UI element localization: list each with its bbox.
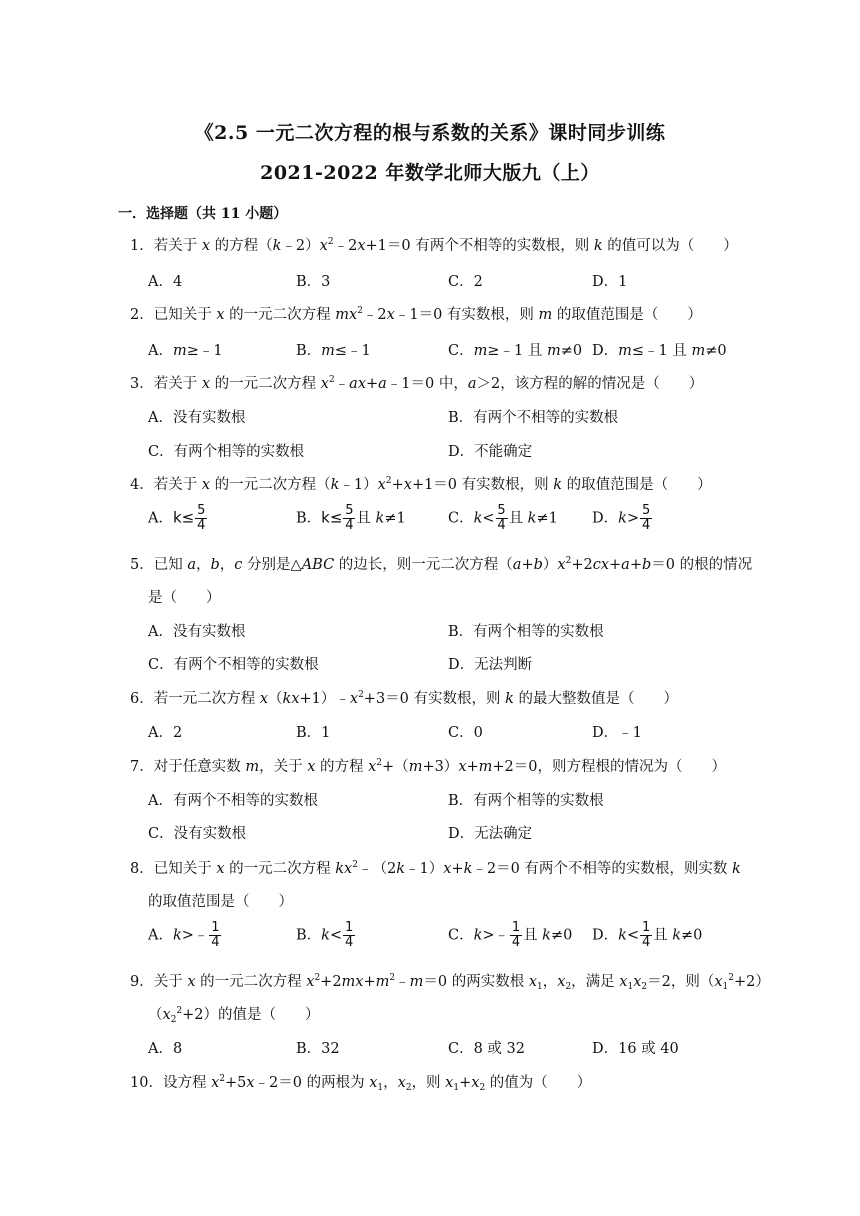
option-c[interactable]: C．k>﹣ $\frac{1}{4}$ 且 k≠0 [448,920,573,950]
option-a[interactable]: A．k≤ $\frac{5}{4}$ [148,503,206,533]
option-c[interactable]: C．2 [448,274,483,290]
question-5-continuation: 是（ ） [148,590,221,606]
document-subtitle: 2021-2022 年数学北师大版九（上） [260,162,600,184]
option-b[interactable]: B．k≤ $\frac{5}{4}$ 且 k≠1 [296,503,406,533]
option-b[interactable]: B．m≤﹣1 [296,343,371,359]
option-d[interactable]: D．k< $\frac{1}{4}$ 且 k≠0 [592,920,703,950]
option-b[interactable]: B．k< $\frac{1}{4}$ [296,920,354,950]
option-b[interactable]: B．有两个相等的实数根 [448,624,604,640]
option-a[interactable]: A．没有实数根 [148,624,246,640]
question-5: 5．已知 a，b，c 分别是△ABC 的边长，则一元二次方程$(a+b)x^2+2cx+a+b=0$ 的根的情况 [130,556,753,573]
option-c[interactable]: C．有两个不相等的实数根 [148,657,319,673]
option-a[interactable]: A．2 [148,725,183,741]
option-a[interactable]: A．8 [148,1041,183,1057]
option-d[interactable]: D．无法确定 [448,826,533,842]
option-b[interactable]: B．有两个相等的实数根 [448,793,604,809]
option-b[interactable]: B．1 [296,725,331,741]
question-7: 7．对于任意实数 m，关于 x 的方程 $x^2+(m+3)x+m+2=0$，则方程根的情况为（ ） [130,758,727,775]
question-6: 6．若一元二次方程 $x(kx+1)﹣x^2+3=0$ 有实数根，则 k 的最大整数值是（ ） [130,690,679,707]
option-a[interactable]: A．4 [148,274,183,290]
option-a[interactable]: A．没有实数根 [148,410,246,426]
option-d[interactable]: D．m≤﹣1 且 m≠0 [592,343,727,359]
question-1: 1．若关于 x 的方程$(k﹣2)x^2﹣2x+1=0$ 有两个不相等的实数根，则 k 的值可以为（ ） [130,234,740,255]
question-3: 3．若关于 x 的一元二次方程 $x^2﹣ax+a﹣1=0$ 中，a＞2，该方程的解的情况是（ ） [130,375,704,392]
section-heading: 一．选择题（共 11 小题） [118,206,288,222]
question-2: 2．已知关于 x 的一元二次方程 $mx^2﹣2x﹣1=0$ 有实数根，则 m 的取值范围是（ ） [130,306,702,323]
option-b[interactable]: B．32 [296,1041,340,1057]
option-c[interactable]: C．0 [448,725,483,741]
option-d[interactable]: D．不能确定 [448,444,533,460]
option-c[interactable]: C．8 或 32 [448,1041,525,1057]
option-b[interactable]: B．有两个不相等的实数根 [448,410,619,426]
option-d[interactable]: D．1 [592,274,628,290]
document-title: 《2.5 一元二次方程的根与系数的关系》课时同步训练 [194,122,666,144]
question-8: 8．已知关于 x 的一元二次方程 $kx^2﹣(2k﹣1)x+k﹣2=0$ 有两个不相等的实数根，则实数 k [130,860,741,877]
option-c[interactable]: C．m≥﹣1 且 m≠0 [448,343,583,359]
question-8-continuation: 的取值范围是（ ） [148,894,293,910]
option-a[interactable]: A．有两个不相等的实数根 [148,793,318,809]
option-c[interactable]: C．k< $\frac{5}{4}$ 且 k≠1 [448,503,558,533]
question-number: 1． [130,238,154,254]
option-d[interactable]: D．﹣1 [592,725,642,741]
option-a[interactable]: A．m≥﹣1 [148,343,223,359]
option-d[interactable]: D．k> $\frac{5}{4}$ [592,503,651,533]
option-c[interactable]: C．没有实数根 [148,826,247,842]
option-d[interactable]: D．16 或 40 [592,1041,679,1057]
question-9-continuation: $(x_2^2+2)$的值是（ ） [148,1006,320,1025]
option-d[interactable]: D．无法判断 [448,657,533,673]
question-4: 4．若关于 x 的一元二次方程$(k﹣1)x^2+x+1=0$ 有实数根，则 k 的取值范围是（ ） [130,476,712,493]
option-b[interactable]: B．3 [296,274,331,290]
option-a[interactable]: A．k>﹣ $\frac{1}{4}$ [148,920,220,950]
option-c[interactable]: C．有两个相等的实数根 [148,444,305,460]
question-10: 10．设方程 $x^2+5x﹣2=0$ 的两根为 $x_1$，$x_2$，则 $x_1+x_2$ 的值为（ ） [130,1074,592,1093]
question-9: 9．关于 x 的一元二次方程 $x^2+2mx+m^2﹣m=0$ 的两实数根 $x_1$，$x_2$，满足 $x_1x_2=2$，则$(x_1^2+2)$ [130,973,770,992]
